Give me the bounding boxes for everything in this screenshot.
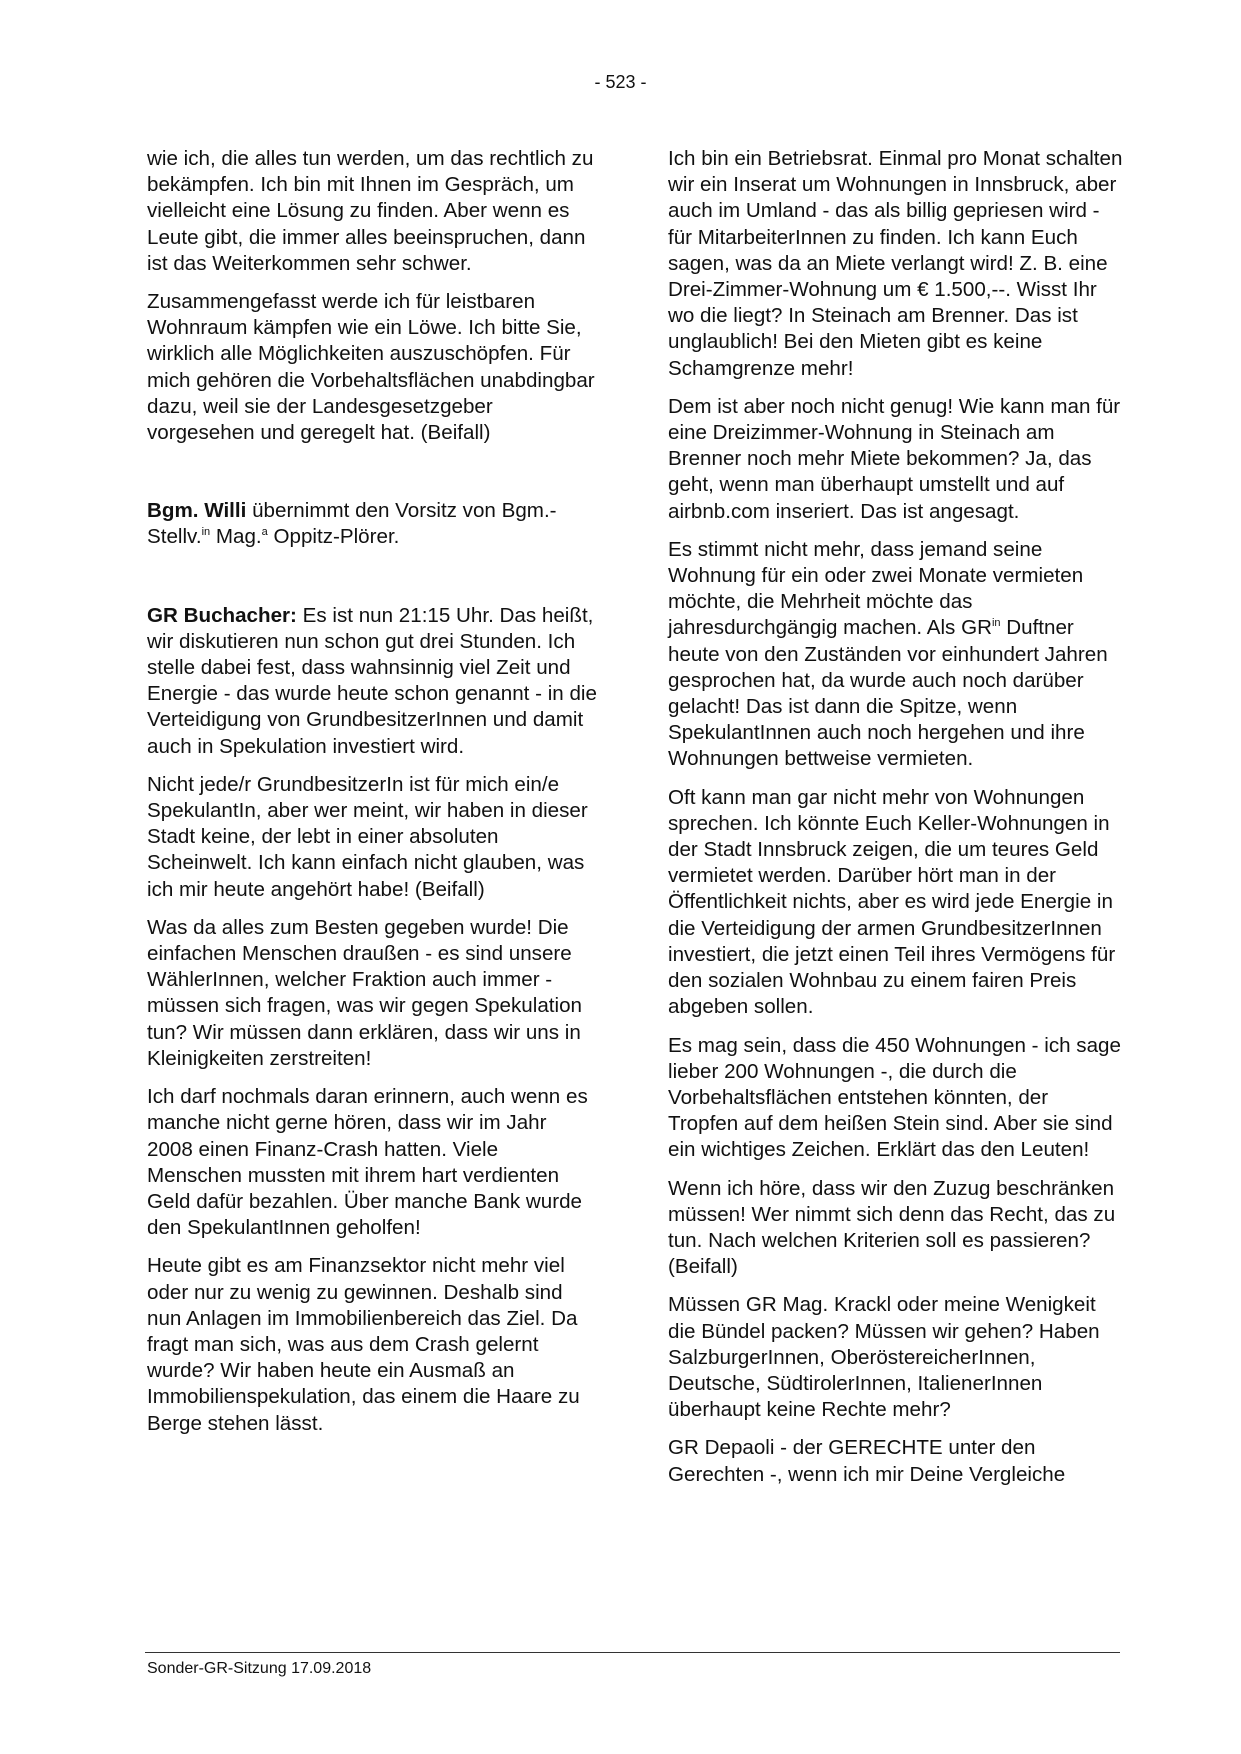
paragraph: GR Depaoli - der GERECHTE unter den Gerechten -, wenn ich mir Deine Vergleiche <box>668 1436 1066 1486</box>
paragraph: Heute gibt es am Finanzsektor nicht mehr viel oder nur zu wenig zu gewinnen. Deshalb sind nun Anlagen im Immobilienbereich das Ziel. Da fragt man sich, was aus dem Crash gelernt wurde? Wir haben heute ein Ausmaß an Immobilienspekulation, das einem die Haare zu Berge stehen lässt. <box>147 1254 580 1435</box>
paragraph: Wenn ich höre, dass wir den Zuzug beschränken müssen! Wer nimmt sich denn das Recht, das zu tun. Nach welchen Kriterien soll es passieren? (Beifall) <box>668 1176 1116 1279</box>
speaker-name: GR Buchacher: <box>147 603 297 627</box>
chair-change-note: Bgm. Willi übernimmt den Vorsitz von Bgm.-Stellv.$^{in}$ Mag.$^a$ Oppitz-Plörer. <box>147 499 557 549</box>
footer-text: Sonder-GR-Sitzung 17.09.2018 <box>147 1660 372 1677</box>
paragraph: Was da alles zum Besten gegeben wurde! Die einfachen Menschen draußen - es sind unsere WählerInnen, welcher Fraktion auch immer - müssen sich fragen, was wir gegen Spekulation tun? Wir müssen dann erklären, dass wir uns in Kleinigkeiten zerstreiten! <box>147 915 582 1070</box>
paragraph: Es stimmt nicht mehr, dass jemand seine Wohnung für ein oder zwei Monate vermieten möchte, die Mehrheit möchte das jahresdurchgängig machen. Als $GR^{in}$ Duftner heute von den Zuständen vor einhundert Jahren gesprochen hat, da wurde auch noch darüber gelacht! Das ist dann die Spitze, wenn SpekulantInnen auch noch hergehen und ihre Wohnungen bettweise vermieten. <box>668 537 1108 771</box>
paragraph: Nicht jede/r GrundbesitzerIn ist für mich ein/e SpekulantIn, aber wer meint, wir haben in dieser Stadt keine, der lebt in einer absoluten Scheinwelt. Ich kann einfach nicht glauben, was ich mir heute angehört habe! (Beifall) <box>147 772 588 901</box>
page-number: - 523 - <box>594 72 647 92</box>
speech-start: GR Buchacher: Es ist nun 21:15 Uhr. Das heißt, wir diskutieren nun schon gut drei Stunden. Ich stelle dabei fest, dass wahnsinnig viel Zeit und Energie - das wurde heute schon genannt - in die Verteidigung von GrundbesitzerInnen und damit auch in Spekulation investiert wird. <box>147 603 597 758</box>
paragraph: Ich darf nochmals daran erinnern, auch wenn es manche nicht gerne hören, dass wir im Jahr 2008 einen Finanz-Crash hatten. Viele Menschen mussten mit ihrem hart verdienten Geld dafür bezahlen. Über manche Bank wurde den SpekulantInnen geholfen! <box>147 1085 588 1240</box>
paragraph: wie ich, die alles tun werden, um das rechtlich zu bekämpfen. Ich bin mit Ihnen im Gespräch, um vielleicht eine Lösung zu finden. Aber wenn es Leute gibt, die immer alles beeinspruchen, dann ist das Weiterkommen sehr schwer. <box>147 147 594 275</box>
paragraph: Zusammengefasst werde ich für leistbaren Wohnraum kämpfen wie ein Löwe. Ich bitte Sie, wirklich alle Möglichkeiten auszuschöpfen. Für mich gehören die Vorbehaltsflächen unabdingbar dazu, weil sie der Landesgesetzgeber vorgesehen und geregelt hat. (Beifall) <box>147 290 595 445</box>
paragraph: Es mag sein, dass die 450 Wohnungen - ich sage lieber 200 Wohnungen -, die durch die Vorbehaltsflächen entstehen könnten, der Tropfen auf dem heißen Stein sind. Aber sie sind ein wichtiges Zeichen. Erklärt das den Leuten! <box>668 1033 1121 1162</box>
left-column <box>147 146 597 1449</box>
paragraph: Müssen GR Mag. Krackl oder meine Wenigkeit die Bündel packen? Müssen wir gehen? Haben SalzburgerInnen, OberöstereicherInnen, Deutsche, SüdtirolerInnen, ItalienerInnen überhaupt keine Rechte mehr? <box>668 1293 1100 1422</box>
footer-divider <box>145 1652 1120 1653</box>
paragraph: Ich bin ein Betriebsrat. Einmal pro Monat schalten wir ein Inserat um Wohnungen in Innsbruck, aber auch im Umland - das als billig gepriesen wird - für MitarbeiterInnen zu finden. Ich kann Euch sagen, was da an Miete verlangt wird! Z. B. eine Drei-Zimmer-Wohnung um € 1.500,--. Wisst Ihr wo die liegt? In Steinach am Brenner. Das ist unglaublich! Bei den Mieten gibt es keine Schamgrenze mehr! <box>668 147 1123 380</box>
chair-speaker-name: Bgm. Willi <box>147 499 247 523</box>
paragraph: Oft kann man gar nicht mehr von Wohnungen sprechen. Ich könnte Euch Keller-Wohnungen in der Stadt Innsbruck zeigen, die um teures Geld vermietet werden. Darüber hört man in der Öffentlichkeit nichts, aber es wird jede Energie in die Verteidigung der armen GrundbesitzerInnen investiert, die jetzt einen Teil ihres Vermögens für den sozialen Wohnbau zu einem fairen Preis abgeben sollen. <box>668 785 1116 1019</box>
paragraph: Dem ist aber noch nicht genug! Wie kann man für eine Dreizimmer-Wohnung in Steinach am Brenner noch mehr Miete bekommen? Ja, das geht, wenn man überhaupt umstellt und auf airbnb.com inseriert. Das ist angesagt. <box>668 394 1121 523</box>
right-column <box>668 146 1123 1500</box>
